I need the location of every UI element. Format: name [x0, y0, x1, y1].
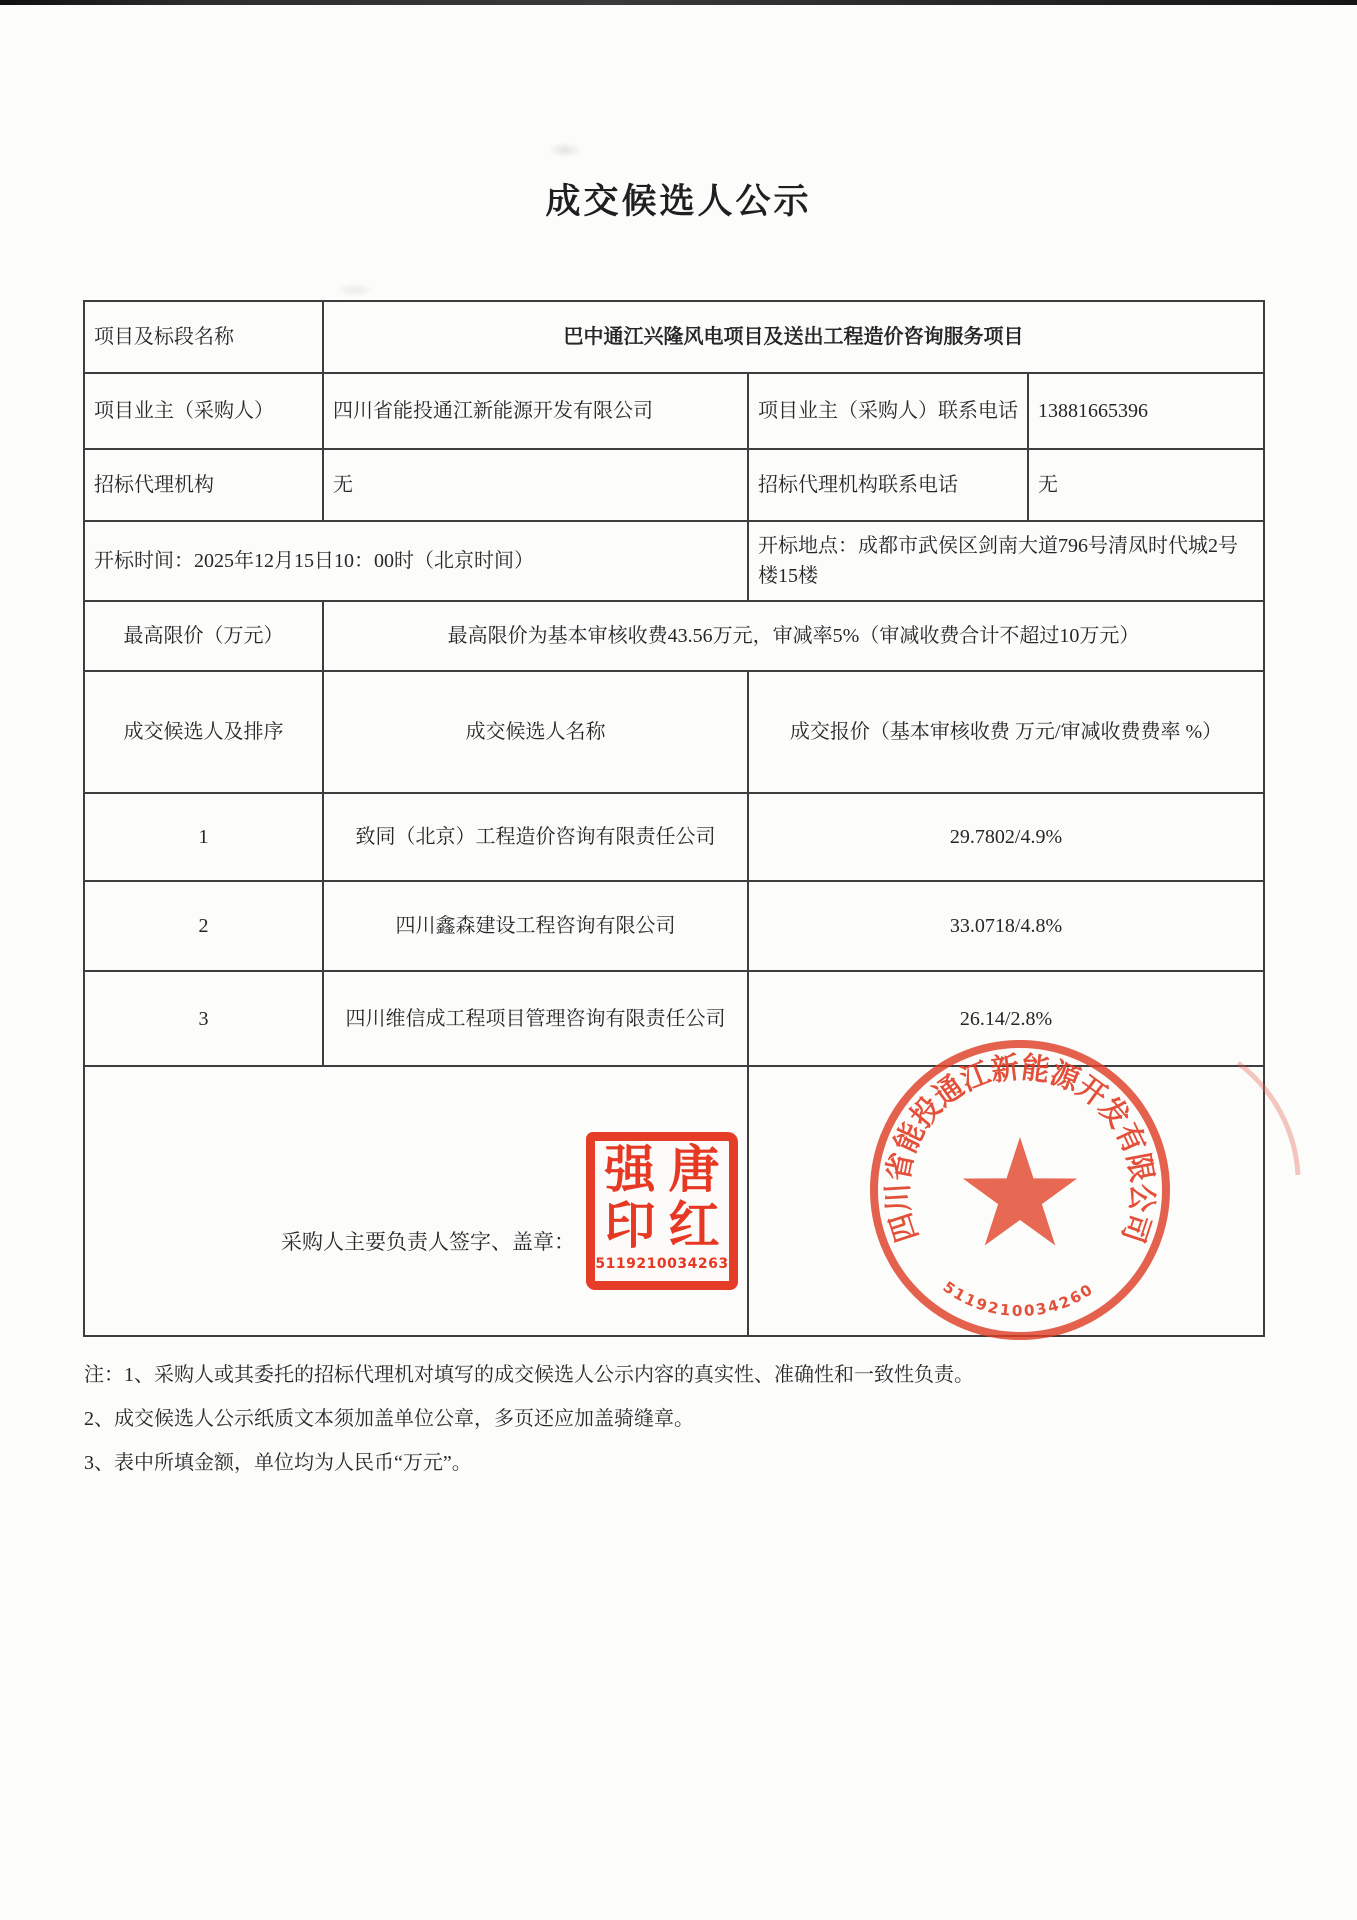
owner-label: 项目业主（采购人） — [84, 373, 323, 449]
footnote-1: 注：1、采购人或其委托的招标代理机对填写的成交候选人公示内容的真实性、准确性和一致性负责。 — [84, 1364, 974, 1386]
signature-label: 采购人主要负责人签字、盖章： — [281, 1230, 575, 1254]
footnote-3: 3、表中所填金额，单位均为人民币“万元”。 — [84, 1452, 472, 1474]
price-limit-value: 最高限价为基本审核收费43.56万元，审减率5%（审减收费合计不超过10万元） — [323, 601, 1264, 671]
owner-phone-label: 项目业主（采购人）联系电话 — [748, 373, 1028, 449]
table-row-bid-opening — [84, 521, 1264, 601]
stamp-char: 红 — [668, 1198, 720, 1255]
candidate-rank: 2 — [84, 881, 323, 971]
candidate-name: 四川鑫森建设工程咨询有限公司 — [323, 881, 748, 971]
candidate-row — [84, 793, 1264, 881]
seal-company-name: 四川省能投通江新能源开发有限公司 — [881, 1051, 1159, 1249]
footnote-2: 2、成交候选人公示纸质文本须加盖单位公章，多页还应加盖骑缝章。 — [84, 1408, 694, 1430]
page-title: 成交候选人公示 — [545, 182, 812, 221]
bid-opening-time: 开标时间：2025年12月15日10：00时（北京时间） — [84, 521, 748, 601]
scanner-edge-strip — [0, 0, 1357, 5]
candidate-row — [84, 881, 1264, 971]
candidate-name: 四川维信成工程项目管理咨询有限责任公司 — [323, 971, 748, 1066]
stamp-char: 唐 — [668, 1142, 720, 1199]
agency-phone-value: 无 — [1028, 449, 1264, 521]
table-row-agency — [84, 449, 1264, 521]
candidate-bid: 26.14/2.8% — [748, 971, 1264, 1066]
header-name: 成交候选人名称 — [323, 671, 748, 793]
candidate-bid: 29.7802/4.9% — [748, 793, 1264, 881]
seal-number: 5119210034260 — [939, 1277, 1098, 1321]
owner-phone-value: 13881665396 — [1028, 373, 1264, 449]
bid-opening-place: 开标地点：成都市武侯区剑南大道796号清凤时代城2号楼15楼 — [748, 521, 1264, 601]
scan-smudge — [548, 142, 582, 158]
price-limit-label: 最高限价（万元） — [84, 601, 323, 671]
agency-value: 无 — [323, 449, 748, 521]
candidate-rank: 1 — [84, 793, 323, 881]
stamp-char: 强 — [604, 1142, 656, 1199]
company-round-seal — [865, 1035, 1175, 1345]
candidate-bid: 33.0718/4.8% — [748, 881, 1264, 971]
stamp-characters — [598, 1143, 726, 1255]
table-row-candidates-header — [84, 671, 1264, 793]
project-name-value: 巴中通江兴隆风电项目及送出工程造价咨询服务项目 — [323, 301, 1264, 373]
stamp-char: 印 — [604, 1198, 656, 1255]
svg-text:5119210034260 — [940, 1278, 1098, 1320]
table-row-price-limit — [84, 601, 1264, 671]
stamp-number: 5119210034263 — [595, 1256, 729, 1272]
footnotes — [84, 1363, 1264, 1495]
candidate-rank: 3 — [84, 971, 323, 1066]
agency-label: 招标代理机构 — [84, 449, 323, 521]
header-bid: 成交报价（基本审核收费 万元/审减收费费率 %） — [748, 671, 1264, 793]
table-row-project-name — [84, 301, 1264, 373]
table-row-owner — [84, 373, 1264, 449]
agency-phone-label: 招标代理机构联系电话 — [748, 449, 1028, 521]
seal-ink-artifact — [1220, 1055, 1330, 1185]
personal-name-stamp — [586, 1132, 738, 1290]
header-rank: 成交候选人及排序 — [84, 671, 323, 793]
seal-star-icon — [963, 1137, 1077, 1246]
scan-smudge — [335, 283, 375, 297]
owner-value: 四川省能投通江新能源开发有限公司 — [323, 373, 748, 449]
candidate-name: 致同（北京）工程造价咨询有限责任公司 — [323, 793, 748, 881]
project-name-label: 项目及标段名称 — [84, 301, 323, 373]
